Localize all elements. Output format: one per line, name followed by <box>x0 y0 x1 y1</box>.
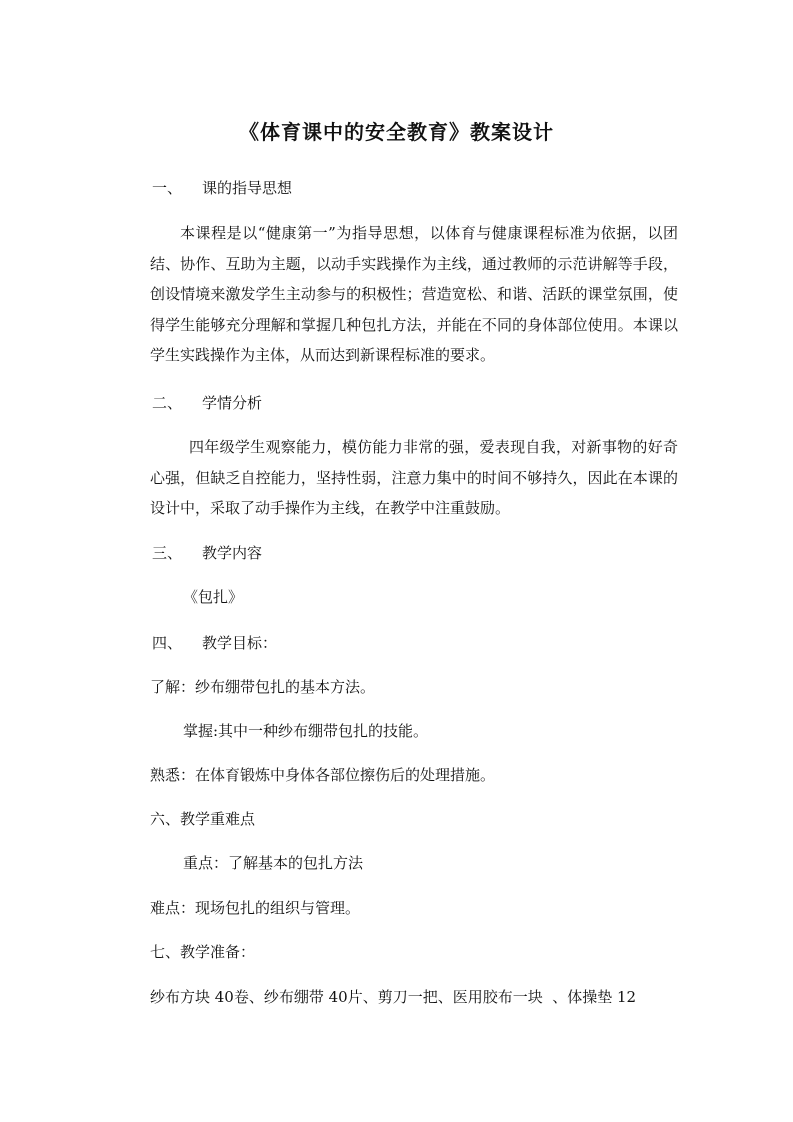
preparation-text: 纱布方块 40卷、纱布绷带 40片、剪刀一把、医用胶布一块 、体操垫 12 <box>150 988 637 1006</box>
section-number: 三、 <box>152 544 183 562</box>
section-title: 教学目标： <box>202 634 278 652</box>
section-number: 四、 <box>152 634 183 652</box>
difficulty-text: 难点：现场包扎的组织与管理。 <box>150 899 361 917</box>
section-heading-teaching-content <box>152 543 262 563</box>
section-heading-guiding-thought <box>152 178 292 198</box>
goal-master: 掌握:其中一种纱布绷带包扎的技能。 <box>183 722 429 740</box>
paragraph-student-analysis: 四年级学生观察能力，模仿能力非常的强，爱表现自我，对新事物的好奇心强，但缺乏自控能力，坚持性弱，注意力集中的时间不够持久，因此在本课的设计中，采取了动手操作为主线，在教学中注重鼓励。 <box>150 438 678 517</box>
section-heading-preparation: 七、教学准备： <box>150 943 256 961</box>
section-number: 二、 <box>152 394 183 412</box>
section-heading-key-points: 六、教学重难点 <box>150 810 256 828</box>
section-number: 一、 <box>152 179 183 197</box>
section-heading-student-analysis <box>152 393 262 413</box>
goal-familiar: 熟悉：在体育锻炼中身体各部位擦伤后的处理措施。 <box>150 766 496 784</box>
section-title: 课的指导思想 <box>202 179 293 197</box>
section-heading-teaching-goals <box>152 633 277 653</box>
key-point-text: 重点：了解基本的包扎方法 <box>183 854 364 872</box>
section-title: 教学内容 <box>202 544 263 562</box>
goal-understand: 了解：纱布绷带包扎的基本方法。 <box>150 678 376 696</box>
section-title: 学情分析 <box>202 394 263 412</box>
paragraph-guiding-thought: 本课程是以“健康第一”为指导思想，以体育与健康课程标准为依据，以团结、协作、互助为主题，以动手实践操作为主线，通过教师的示范讲解等手段，创设情境来激发学生主动参与的积极性；营造宽松、和谐、活跃的课堂氛围，使得学生能够充分理解和掌握几种包扎方法，并能在不同的身体部位使用。本课以学生实践操作为主体，从而达到新课程标准的要求。 <box>150 224 678 364</box>
teaching-content-text: 《包扎》 <box>183 588 244 606</box>
document-title: 《体育课中的安全教育》教案设计 <box>239 120 554 144</box>
